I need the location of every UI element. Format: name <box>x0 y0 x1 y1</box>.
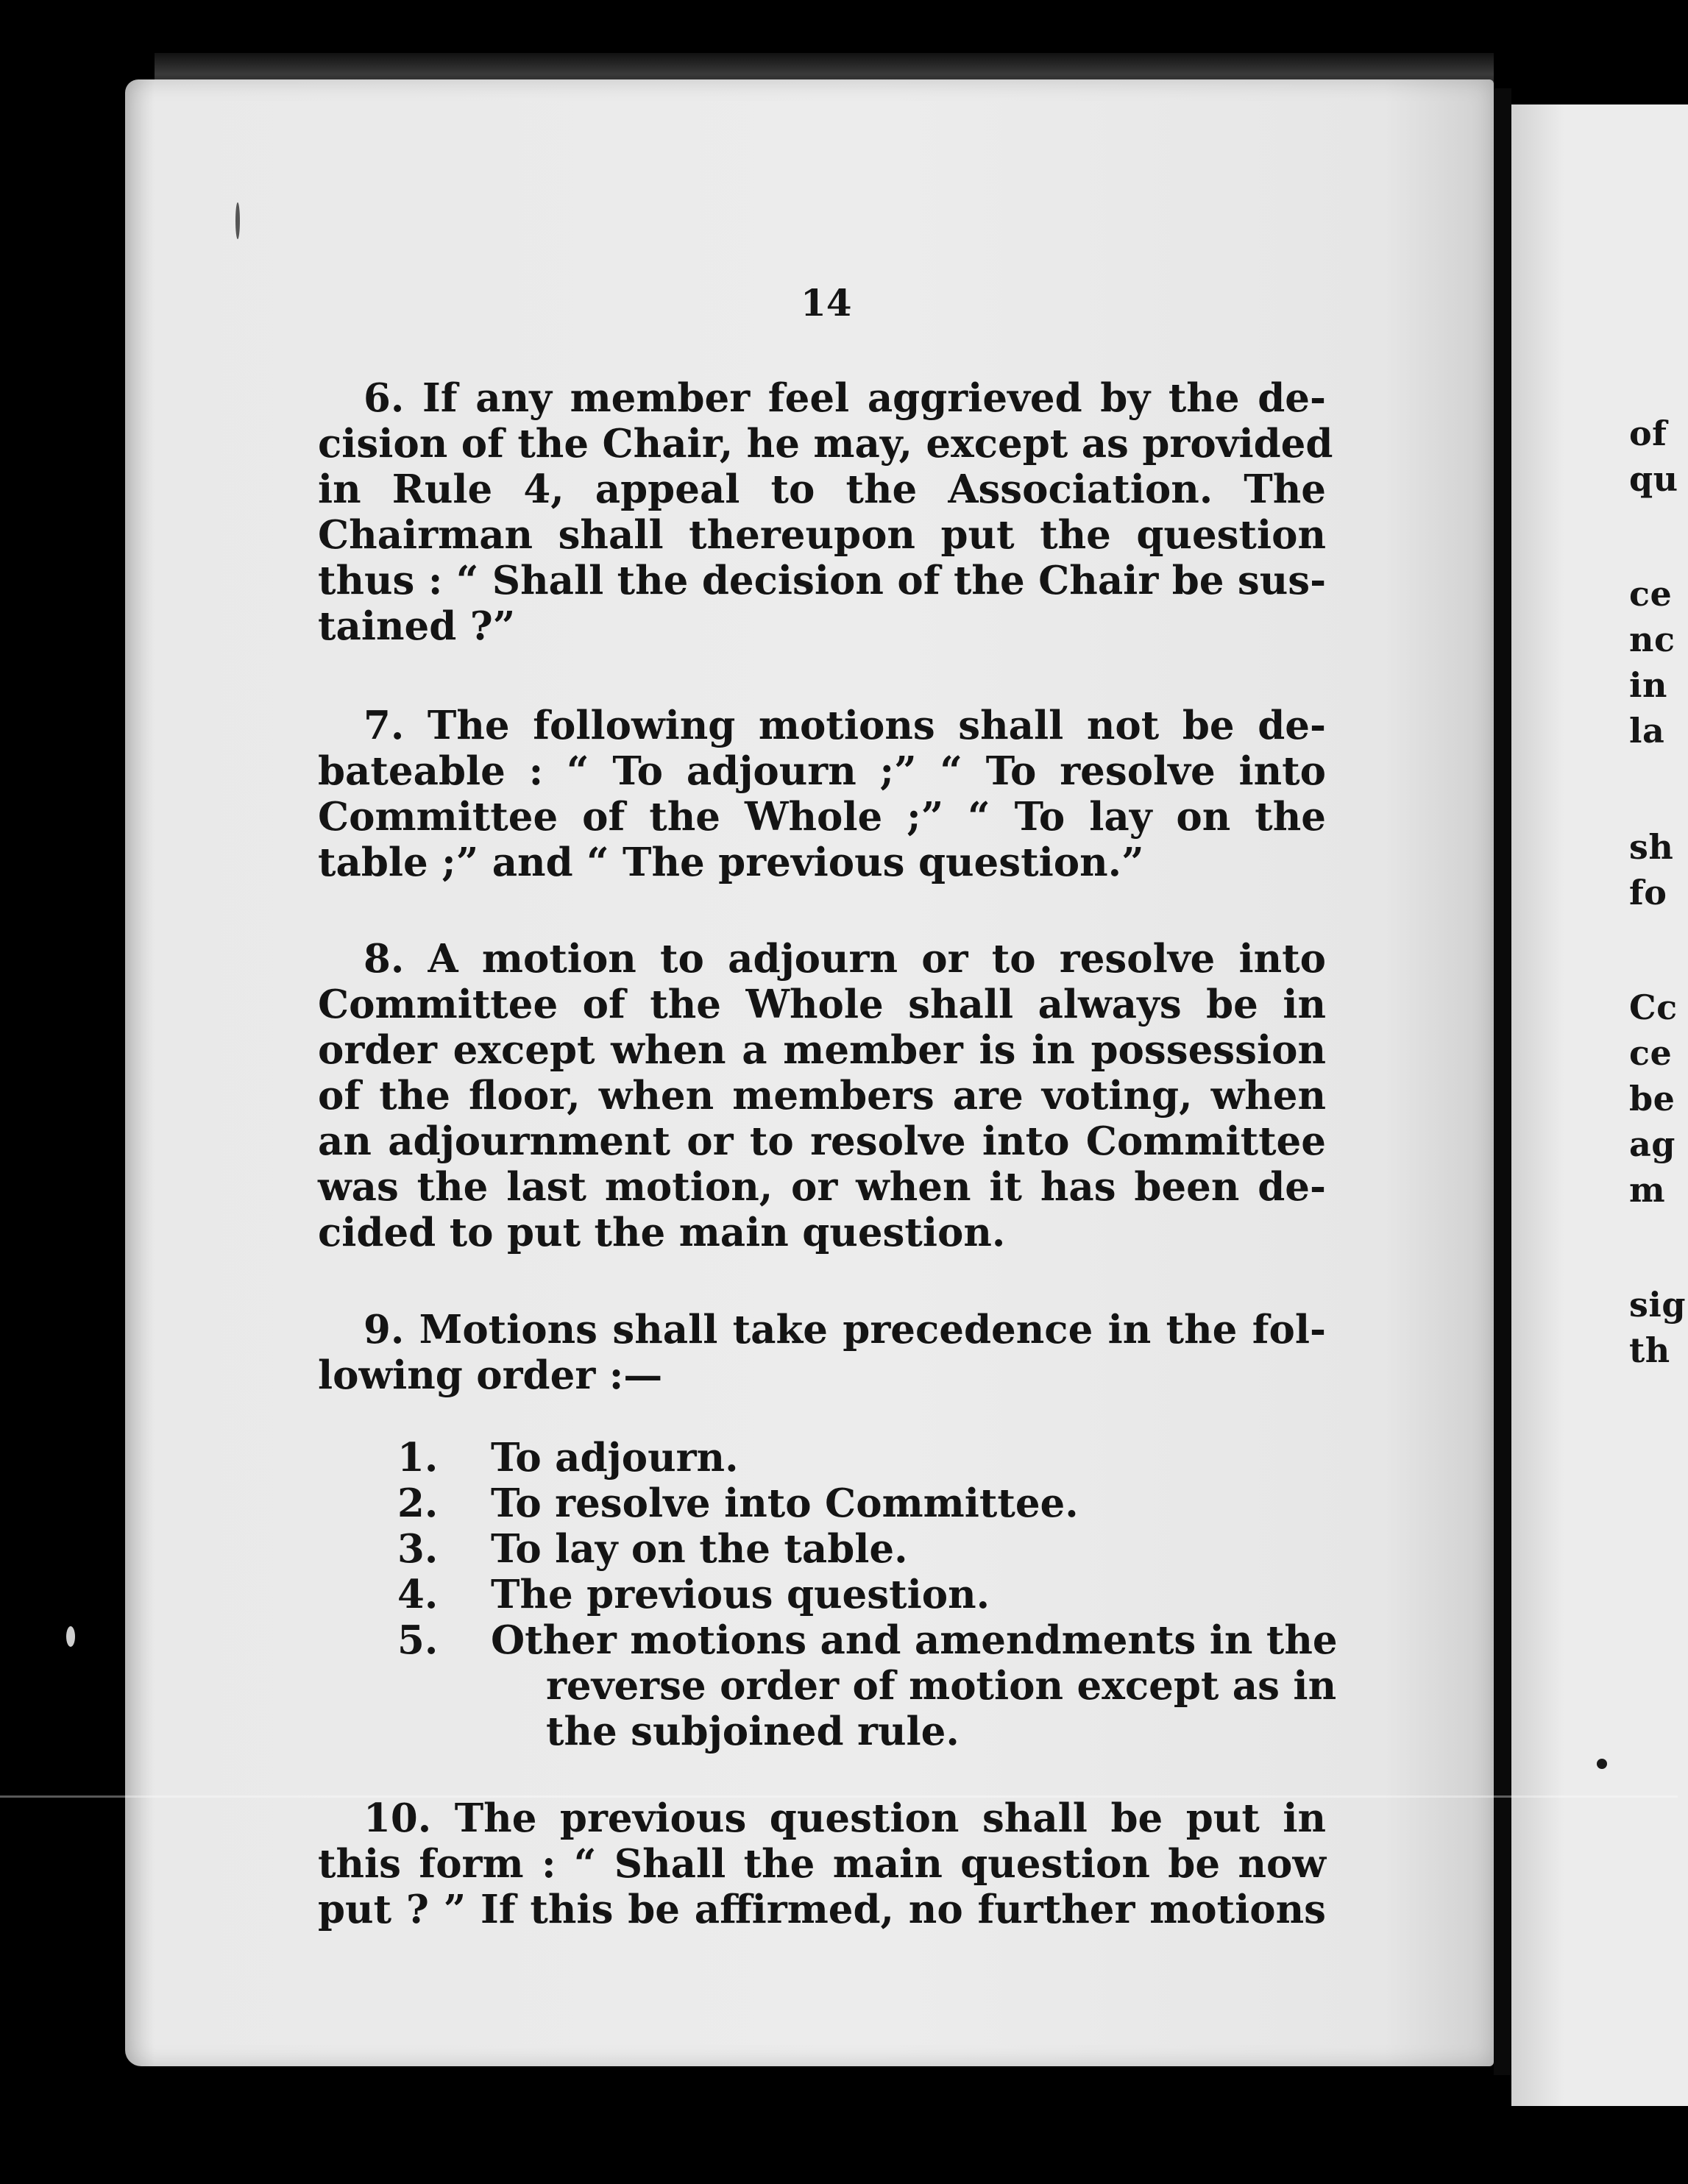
rule-6-paragraph <box>318 375 1333 649</box>
list-item-number: 1. <box>397 1435 439 1481</box>
text-line: cision of the Chair, he may, except as provided <box>318 421 1333 467</box>
facing-page-fragment: Cc <box>1629 988 1678 1027</box>
rule-8-paragraph <box>318 936 1326 1255</box>
precedence-list <box>397 1435 1338 1754</box>
list-item-text: Other motions and amendments in the <box>491 1617 1338 1663</box>
facing-page <box>1511 104 1688 2106</box>
list-item-text: To resolve into Committee. <box>491 1481 1079 1526</box>
list-item-number: 4. <box>397 1572 439 1617</box>
facing-page-fragment: ce <box>1629 1033 1673 1073</box>
text-line: 7. The following motions shall not be de- <box>364 703 1326 748</box>
facing-page-fragment: in <box>1629 665 1667 705</box>
list-item-number: 5. <box>397 1617 439 1663</box>
facing-page-fragment: fo <box>1629 873 1667 912</box>
list-item-text: To lay on the table. <box>491 1526 908 1572</box>
book-gutter <box>1494 88 1511 2075</box>
text-line: was the last motion, or when it has been de- <box>318 1164 1326 1210</box>
facing-page-fragment: be <box>1629 1079 1675 1118</box>
text-line: thus : “ Shall the decision of the Chair be sus- <box>318 558 1327 603</box>
text-line: this form : “ Shall the main question be now <box>318 1841 1326 1887</box>
text-line: Committee of the Whole ;” “ To lay on the <box>318 794 1326 840</box>
facing-page-fragment: sig <box>1629 1285 1687 1325</box>
list-item <box>397 1435 1326 1481</box>
scan-speck <box>66 1626 75 1647</box>
rule-9-paragraph <box>318 1307 1326 1398</box>
list-item-text: The previous question. <box>491 1572 990 1617</box>
text-line: Committee of the Whole shall always be in <box>318 982 1326 1027</box>
rule-10-paragraph <box>318 1795 1326 1932</box>
scan-artifact-line <box>0 1795 1678 1798</box>
facing-page-fragment: la <box>1629 711 1665 751</box>
facing-page-fragment: th <box>1629 1330 1670 1370</box>
text-line: an adjournment or to resolve into Committee <box>318 1118 1326 1164</box>
list-item-text: the subjoined rule. <box>546 1709 960 1754</box>
text-line: 6. If any member feel aggrieved by the de- <box>364 375 1326 421</box>
facing-page-fragment: of <box>1629 414 1667 453</box>
text-line: bateable : “ To adjourn ;” “ To resolve into <box>318 748 1326 794</box>
list-item <box>397 1526 1326 1572</box>
facing-page-fragment: m <box>1629 1170 1666 1210</box>
facing-page-fragment: nc <box>1629 620 1675 659</box>
text-line: 9. Motions shall take precedence in the fol- <box>364 1307 1326 1352</box>
rule-7-paragraph <box>318 703 1326 885</box>
scan-speck <box>1597 1759 1607 1769</box>
text-line: 8. A motion to adjourn or to resolve into <box>364 936 1326 982</box>
list-item-text: reverse order of motion except as in <box>546 1663 1337 1709</box>
list-item <box>397 1617 1338 1754</box>
text-line: table ;” and “ The previous question.” <box>318 840 1144 885</box>
text-line: put ? ” If this be affirmed, no further motions <box>318 1887 1326 1932</box>
text-line: lowing order :— <box>318 1352 663 1398</box>
facing-page-fragment: ce <box>1629 574 1673 614</box>
facing-page-fragment: qu <box>1629 459 1678 499</box>
text-line: Chairman shall thereupon put the question <box>318 512 1326 558</box>
facing-page-fragment: sh <box>1629 827 1674 867</box>
scan-speck <box>235 202 240 239</box>
list-item-number: 2. <box>397 1481 439 1526</box>
text-line: order except when a member is in possession <box>318 1027 1326 1073</box>
text-line: tained ?” <box>318 603 516 649</box>
list-item <box>397 1572 1326 1617</box>
list-item-number: 3. <box>397 1526 439 1572</box>
page-number: 14 <box>801 281 852 325</box>
list-item <box>397 1481 1326 1526</box>
list-item-text: To adjourn. <box>491 1435 739 1481</box>
text-line: in Rule 4, appeal to the Association. The <box>318 467 1326 512</box>
text-line: cided to put the main question. <box>318 1210 1006 1255</box>
facing-page-fragment: ag <box>1629 1124 1675 1164</box>
text-line: of the floor, when members are voting, when <box>318 1073 1326 1118</box>
text-line: 10. The previous question shall be put in <box>364 1795 1326 1841</box>
